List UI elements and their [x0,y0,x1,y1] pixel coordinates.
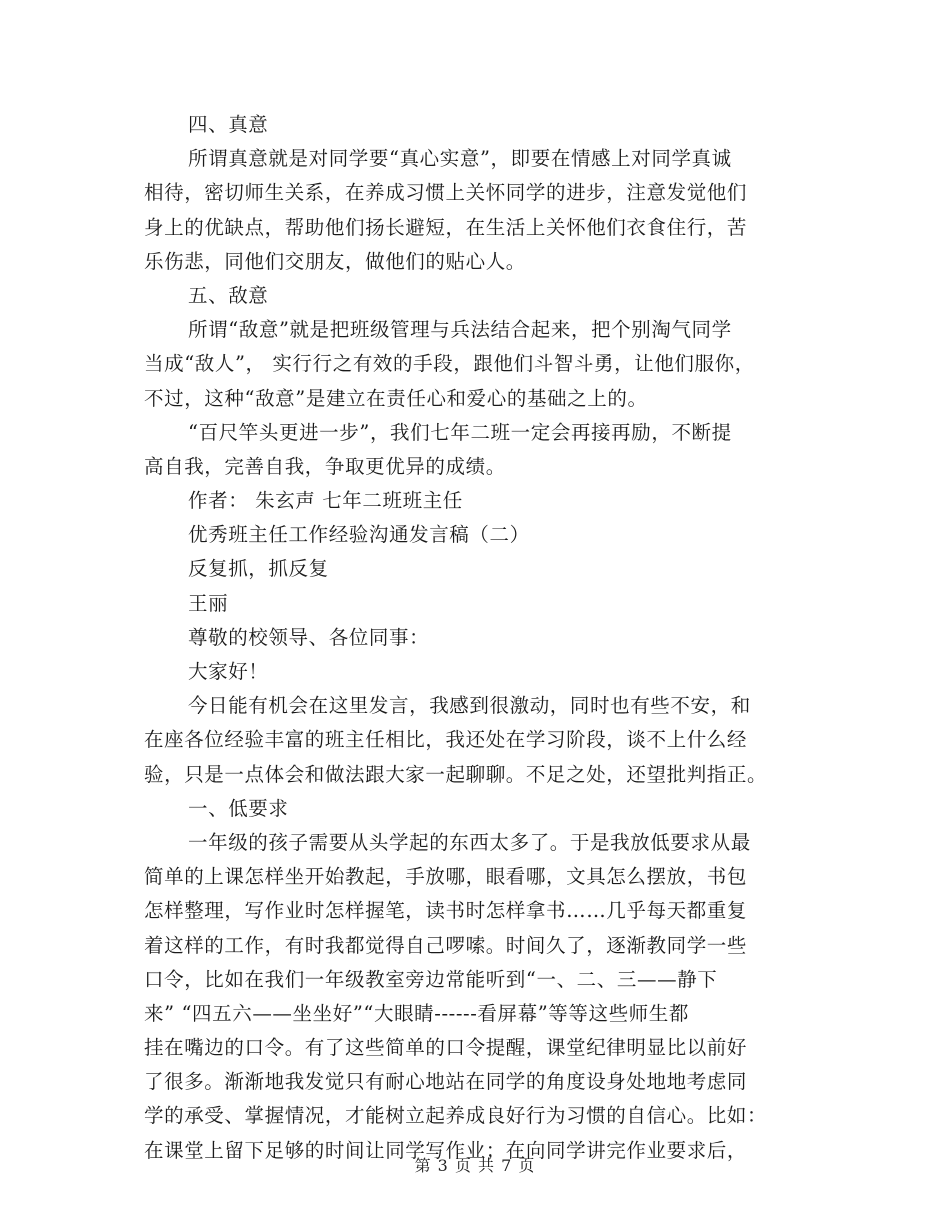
text-line: 简单的上课怎样坐开始教起，手放哪，眼看哪，文具怎么摆放，书包 [144,865,748,889]
text-line: 所谓“敌意”就是把班级管理与兵法结合起来，把个别淘气同学 [188,318,732,342]
text-line: 口令，比如在我们一年级教室旁边常能听到“一、二、三——静下 [144,967,718,991]
text-line: 大家好！ [188,660,269,683]
text-line: 尊敬的校领导、各位同事： [188,625,430,649]
page-number-footer: 第 3 页 共 7 页 [414,1156,536,1175]
document-body [144,108,809,1168]
text-line: 验，只是一点体会和做法跟大家一起聊聊。不足之处，还望批判指正。 [144,762,768,786]
text-line: 优秀班主任工作经验沟通发言稿（二） [188,523,530,547]
text-line: 着这样的工作，有时我都觉得自己啰嗦。时间久了，逐渐教同学一些 [144,933,748,957]
text-line: 在座各位经验丰富的班主任相比，我还处在学习阶段，谈不上什么经 [144,728,748,752]
text-line: 了很多。渐渐地我发觉只有耐心地站在同学的角度设身处地地考虑同 [144,1070,748,1094]
text-line: 挂在嘴边的口令。有了这些简单的口令提醒，课堂纪律明显比以前好 [144,1036,748,1060]
text-line: 王丽 [188,591,229,615]
text-line: 身上的优缺点，帮助他们扬长避短，在生活上关怀他们衣食住行，苦 [144,215,748,239]
text-line: 作者： 朱玄声 七年二班班主任 [188,489,463,513]
text-line: 相待，密切师生关系，在养成习惯上关怀同学的进步，注意发觉他们 [144,181,748,205]
text-line: 当成“敌人”， 实行行之有效的手段，跟他们斗智斗勇，让他们服你， [144,352,755,376]
text-line: 五、敌意 [188,283,269,307]
text-line: 来” “四五六——坐坐好”“大眼睛------看屏幕”等等这些师生都 [144,1001,689,1025]
text-line: 一年级的孩子需要从头学起的东西太多了。于是我放低要求从最 [188,830,751,854]
text-line: 不过，这种“敌意”是建立在责任心和爱心的基础之上的。 [144,386,648,410]
text-line: 四、真意 [188,113,269,136]
text-line: 反复抓，抓反复 [188,557,329,581]
text-line: 一、低要求 [188,796,289,820]
text-line: 学的承受、掌握情况，才能树立起养成良好行为习惯的自信心。比如： [144,1104,768,1128]
text-line: 乐伤悲，同他们交朋友，做他们的贴心人。 [144,249,526,273]
text-line: “百尺竿头更进一步”，我们七年二班一定会再接再励，不断提 [188,420,732,444]
text-line: 怎样整理，写作业时怎样握笔，读书时怎样拿书……几乎每天都重复 [144,899,748,923]
text-line: 今日能有机会在这里发言，我感到很激动，同时也有些不安，和 [188,694,751,718]
text-line: 在课堂上留下足够的时间让同学写作业；在向同学讲完作业要求后， [144,1138,748,1162]
text-line: 高自我，完善自我，争取更优异的成绩。 [144,454,506,478]
text-line: 所谓真意就是对同学要“真心实意”，即要在情感上对同学真诚 [188,147,732,171]
